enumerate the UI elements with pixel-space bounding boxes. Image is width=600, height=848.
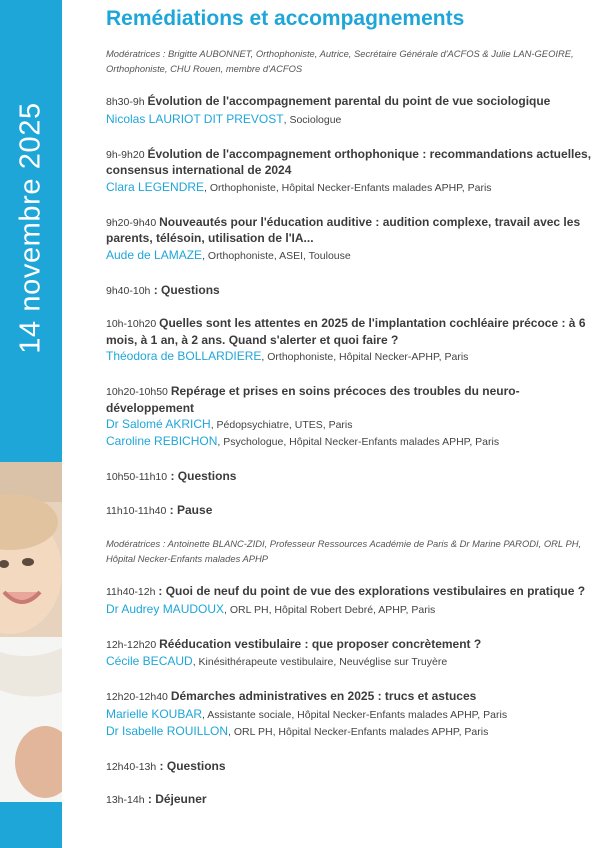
session-title: Démarches administratives en 2025 : trucs et astuces — [170, 689, 477, 703]
session-time: 12h20-12h40 — [106, 691, 171, 703]
session-title: : Quoi de neuf du point de vue des explorations vestibulaires en pratique ? — [158, 584, 586, 598]
speaker-affiliation: , Orthophoniste, ASEI, Toulouse — [202, 249, 351, 262]
speaker-name: Cécile BECAUD — [106, 654, 193, 668]
session-time: 8h30-9h — [106, 96, 148, 108]
session-7 — [106, 637, 592, 671]
break-questions-1 — [106, 283, 592, 300]
moderators-late-morning: Modératrices : Antoinette BLANC-ZIDI, Professeur Ressources Académie de Paris & Dr Marine PARODI, ORL PH, Hôpital Necker-Enfants malades APHP — [106, 538, 582, 564]
session-label: : Questions — [150, 282, 220, 297]
session-label: : Déjeuner — [144, 792, 207, 806]
speaker-affiliation: , Psychologue, Hôpital Necker-Enfants malades APHP, Paris — [217, 436, 500, 448]
session-title: Rééducation vestibulaire : que proposer concrètement ? — [159, 636, 482, 651]
speaker-affiliation: , ORL PH, Hôpital Robert Debré, APHP, Paris — [224, 603, 436, 616]
speaker-affiliation: , Orthophoniste, Hôpital Necker-Enfants malades APHP, Paris — [204, 181, 492, 194]
event-date: 14 novembre 2025 — [14, 102, 47, 354]
speaker-name: Dr Isabelle ROUILLON — [106, 723, 229, 738]
speaker-affiliation: , ORL PH, Hôpital Necker-Enfants malades APHP, Paris — [228, 725, 489, 738]
break-questions-3 — [106, 759, 592, 776]
program-content — [106, 6, 592, 826]
session-title: Quelles sont les attentes en 2025 de l'implantation cochléaire précoce : à 6 mois, à 1 an, à 2 ans. Quand s'alerter et quoi faire ? — [106, 316, 586, 347]
session-time: 10h50-11h10 — [106, 471, 168, 483]
session-time: 11h10-11h40 — [106, 504, 167, 517]
session-2 — [106, 147, 592, 196]
session-title: Évolution de l'accompagnement parental du point de vue sociologique — [147, 94, 551, 108]
speaker-affiliation: , Orthophoniste, Hôpital Necker-APHP, Paris — [261, 351, 469, 363]
session-time: 11h40-12h — [106, 586, 159, 598]
session-title: Évolution de l'accompagnement orthophonique : recommandations actuelles, consensus international de 2024 — [106, 146, 592, 177]
session-time: 10h-10h20 — [106, 318, 160, 330]
sidebar — [0, 0, 62, 848]
session-time: 9h40-10h — [106, 284, 151, 297]
speaker-affiliation: , Kinésithérapeute vestibulaire, Neuvéglise sur Truyère — [192, 656, 448, 668]
speaker-affiliation: , Pédopsychiatre, UTES, Paris — [210, 419, 353, 431]
session-3 — [106, 215, 592, 264]
session-time: 10h20-10h50 — [106, 386, 171, 398]
speaker-affiliation: , Assistante sociale, Hôpital Necker-Enfants malades APHP, Paris — [202, 708, 508, 721]
speaker-name: Dr Audrey MAUDOUX — [106, 601, 225, 616]
break-lunch — [106, 792, 592, 809]
session-8 — [106, 689, 592, 740]
baby-photo — [0, 462, 62, 802]
speaker-name: Dr Salomé AKRICH — [106, 417, 211, 431]
session-label: : Questions — [167, 469, 237, 483]
session-time: 13h-14h — [106, 794, 145, 806]
speaker-name: Nicolas LAURIOT DIT PREVOST — [106, 111, 284, 126]
speaker-name: Marielle KOUBAR — [106, 706, 203, 721]
session-title: Nouveautés pour l'éducation auditive : audition complexe, travail avec les parents, télésoin, utilisation de l'IA... — [106, 214, 581, 245]
break-pause — [106, 503, 592, 520]
speaker-name: Clara LEGENDRE — [106, 179, 205, 194]
session-1 — [106, 94, 592, 128]
speaker-affiliation: , Sociologue — [283, 113, 342, 126]
session-time: 9h-9h20 — [106, 148, 148, 161]
session-title: Repérage et prises en soins précoces des troubles du neuro-développement — [106, 384, 520, 415]
session-label: : Pause — [166, 502, 213, 517]
speaker-name: Caroline REBICHON — [106, 434, 218, 448]
speaker-name: Théodora de BOLLARDIERE — [106, 349, 262, 363]
session-time: 12h40-13h — [106, 760, 157, 773]
session-label: : Questions — [156, 758, 226, 773]
session-5 — [106, 384, 592, 450]
moderators-morning: Modératrices : Brigitte AUBONNET, Orthophoniste, Autrice, Secrétaire Générale d'ACFOS & Julie LAN-GEOIRE, Orthophoniste, CHU Rouen, membre d'ACFOS — [106, 48, 574, 74]
session-time: 9h20-9h40 — [106, 216, 160, 229]
session-6 — [106, 584, 592, 618]
session-time: 12h-12h20 — [106, 638, 160, 651]
session-4 — [106, 316, 592, 365]
speaker-name: Aude de LAMAZE — [106, 247, 203, 262]
break-questions-2 — [106, 469, 592, 486]
section-title: Remédiations et accompagnements — [106, 7, 465, 30]
